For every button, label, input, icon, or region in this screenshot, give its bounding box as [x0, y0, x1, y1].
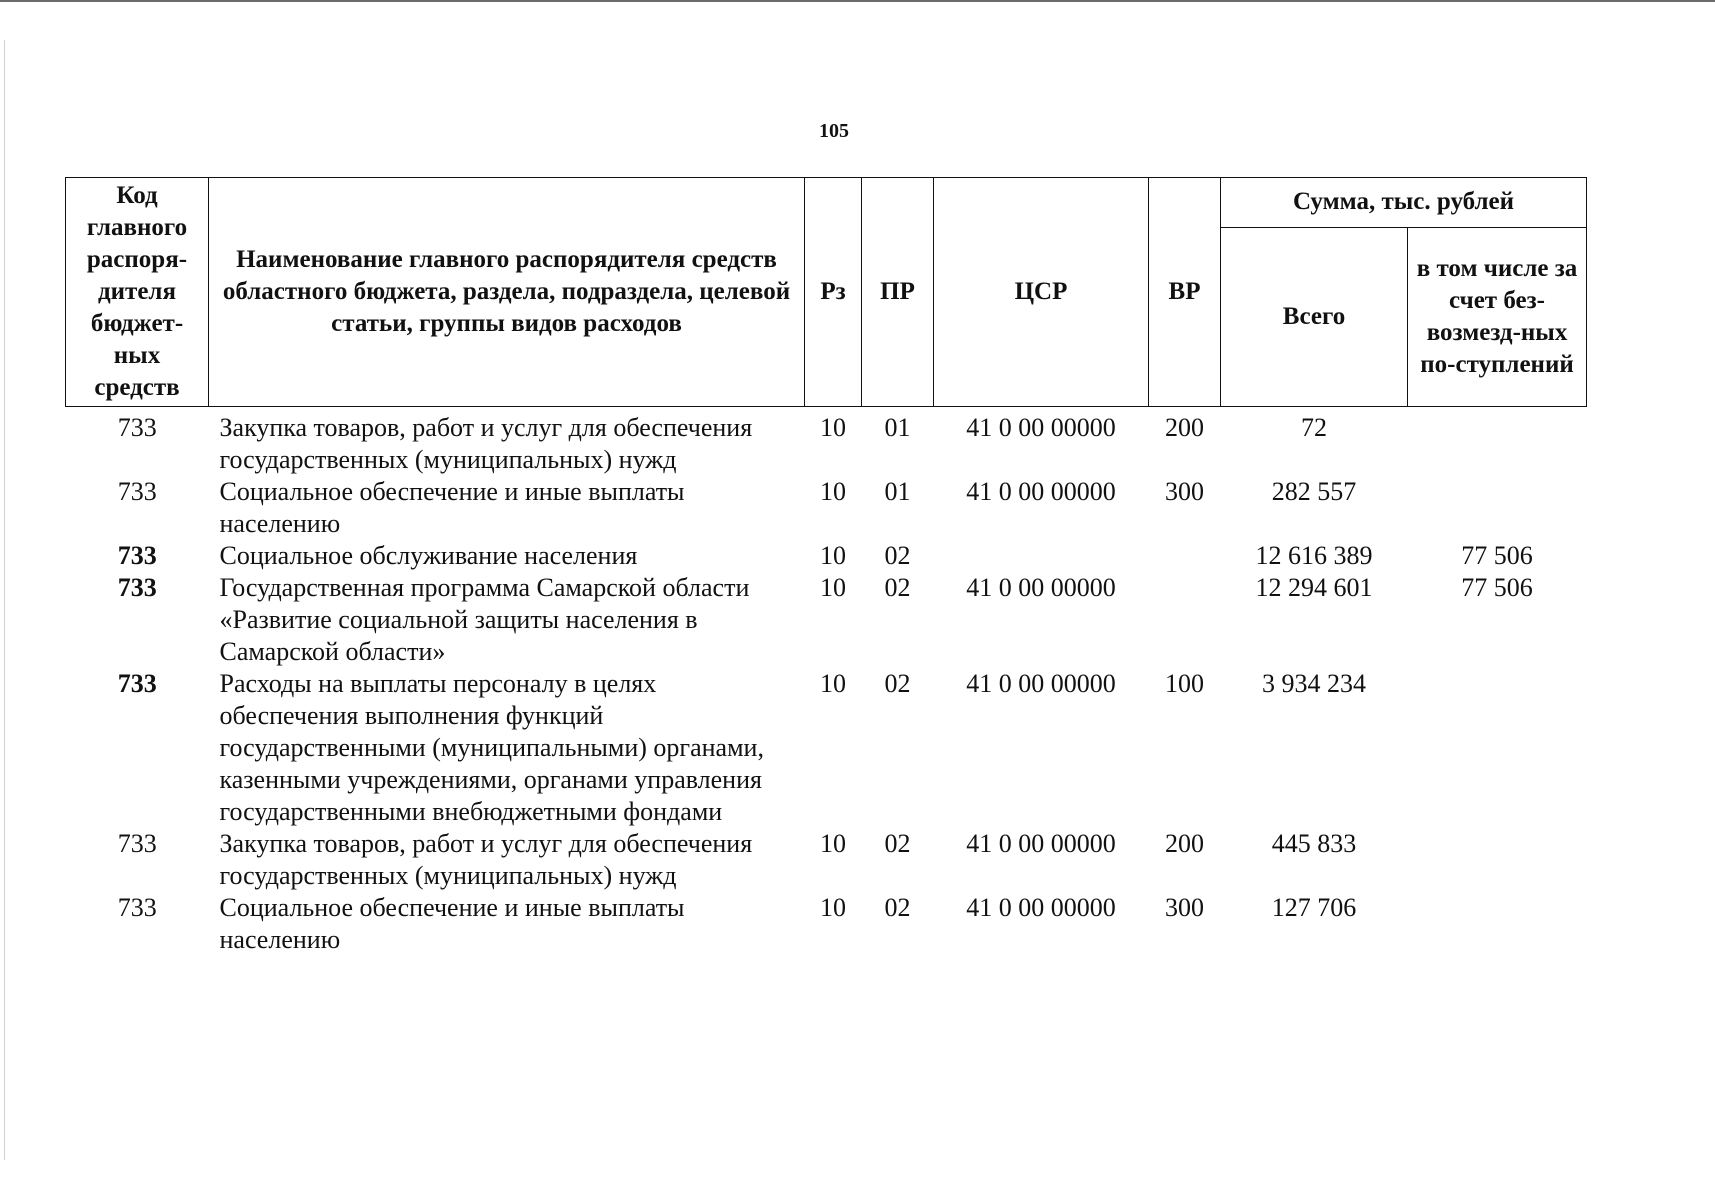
cell-pr: 01	[884, 413, 911, 442]
cell-csr	[934, 540, 1149, 572]
cell-vr: 300	[1165, 893, 1204, 922]
table-row	[66, 476, 1587, 540]
cell-pr: 02	[884, 669, 911, 698]
cell-code: 733	[117, 413, 157, 442]
table-row	[66, 407, 1587, 477]
header-pr: ПР	[862, 178, 934, 407]
page-top-rule	[0, 0, 1715, 2]
cell-code: 733	[117, 573, 157, 602]
cell-gratuitous: 77 506	[1461, 541, 1533, 570]
cell-code: 733	[117, 829, 157, 858]
cell-csr: 41 0 00 00000	[966, 413, 1116, 442]
cell-total: 127 706	[1271, 893, 1357, 922]
cell-pr: 01	[884, 477, 911, 506]
header-sum-group: Сумма, тыс. рублей	[1221, 178, 1587, 228]
header-code: Код главного распоря-дителя бюджет-ных средств	[66, 178, 209, 407]
cell-name: Закупка товаров, работ и услуг для обеспечения государственных (муниципальных) нужд	[219, 829, 753, 890]
table-row	[66, 892, 1587, 956]
cell-rz: 10	[820, 893, 846, 922]
header-vr: ВР	[1149, 178, 1221, 407]
header-rz: Рз	[805, 178, 862, 407]
cell-vr	[1149, 540, 1221, 572]
cell-code: 733	[117, 477, 157, 506]
cell-vr: 300	[1165, 477, 1204, 506]
header-gratuitous: в том числе за счет без-возмезд-ных по-ступлений	[1408, 227, 1587, 406]
cell-rz: 10	[820, 829, 846, 858]
page-number: 105	[819, 120, 849, 142]
table-row	[66, 828, 1587, 892]
cell-total: 445 833	[1271, 829, 1357, 858]
cell-gratuitous	[1408, 407, 1587, 477]
cell-csr: 41 0 00 00000	[966, 669, 1116, 698]
cell-total: 72	[1301, 413, 1327, 442]
cell-code: 733	[117, 669, 157, 698]
cell-csr: 41 0 00 00000	[966, 573, 1116, 602]
cell-pr: 02	[884, 541, 911, 570]
cell-csr: 41 0 00 00000	[966, 829, 1116, 858]
cell-gratuitous	[1408, 476, 1587, 540]
cell-gratuitous	[1408, 668, 1587, 828]
cell-rz: 10	[820, 413, 846, 442]
table-row	[66, 668, 1587, 828]
cell-rz: 10	[820, 541, 846, 570]
cell-vr: 200	[1165, 829, 1204, 858]
table-row	[66, 540, 1587, 572]
cell-name: Расходы на выплаты персоналу в целях обеспечения выполнения функций государственными (муниципальными) органами, казенными учреждениями, органами управления государственными внебюджетными фондами	[219, 669, 764, 826]
header-total: Всего	[1221, 227, 1408, 406]
cell-pr: 02	[884, 829, 911, 858]
cell-total: 12 294 601	[1255, 573, 1373, 602]
cell-pr: 02	[884, 573, 911, 602]
table-header	[66, 178, 1587, 407]
cell-vr: 100	[1165, 669, 1204, 698]
cell-rz: 10	[820, 669, 846, 698]
table-body	[66, 407, 1587, 957]
budget-table	[65, 177, 1587, 956]
cell-total: 3 934 234	[1262, 669, 1366, 698]
cell-code: 733	[117, 541, 157, 570]
cell-gratuitous: 77 506	[1461, 573, 1533, 602]
cell-csr: 41 0 00 00000	[966, 893, 1116, 922]
cell-gratuitous	[1408, 892, 1587, 956]
header-name: Наименование главного распорядителя средств областного бюджета, раздела, подраздела, целевой статьи, группы видов расходов	[209, 178, 805, 407]
cell-code: 733	[117, 893, 157, 922]
cell-pr: 02	[884, 893, 911, 922]
cell-name: Социальное обеспечение и иные выплаты населению	[219, 893, 685, 954]
scan-edge	[4, 40, 5, 1160]
cell-csr: 41 0 00 00000	[966, 477, 1116, 506]
cell-vr	[1149, 572, 1221, 668]
cell-rz: 10	[820, 477, 846, 506]
table-row	[66, 572, 1587, 668]
cell-name: Социальное обеспечение и иные выплаты населению	[219, 477, 685, 538]
cell-rz: 10	[820, 573, 846, 602]
cell-total: 282 557	[1271, 477, 1357, 506]
cell-vr: 200	[1165, 413, 1204, 442]
cell-name: Закупка товаров, работ и услуг для обеспечения государственных (муниципальных) нужд	[219, 413, 753, 474]
cell-total: 12 616 389	[1255, 541, 1373, 570]
cell-name: Социальное обслуживание населения	[219, 541, 638, 570]
cell-gratuitous	[1408, 828, 1587, 892]
header-csr: ЦСР	[934, 178, 1149, 407]
cell-name: Государственная программа Самарской области «Развитие социальной защиты населения в Самарской области»	[219, 573, 750, 666]
